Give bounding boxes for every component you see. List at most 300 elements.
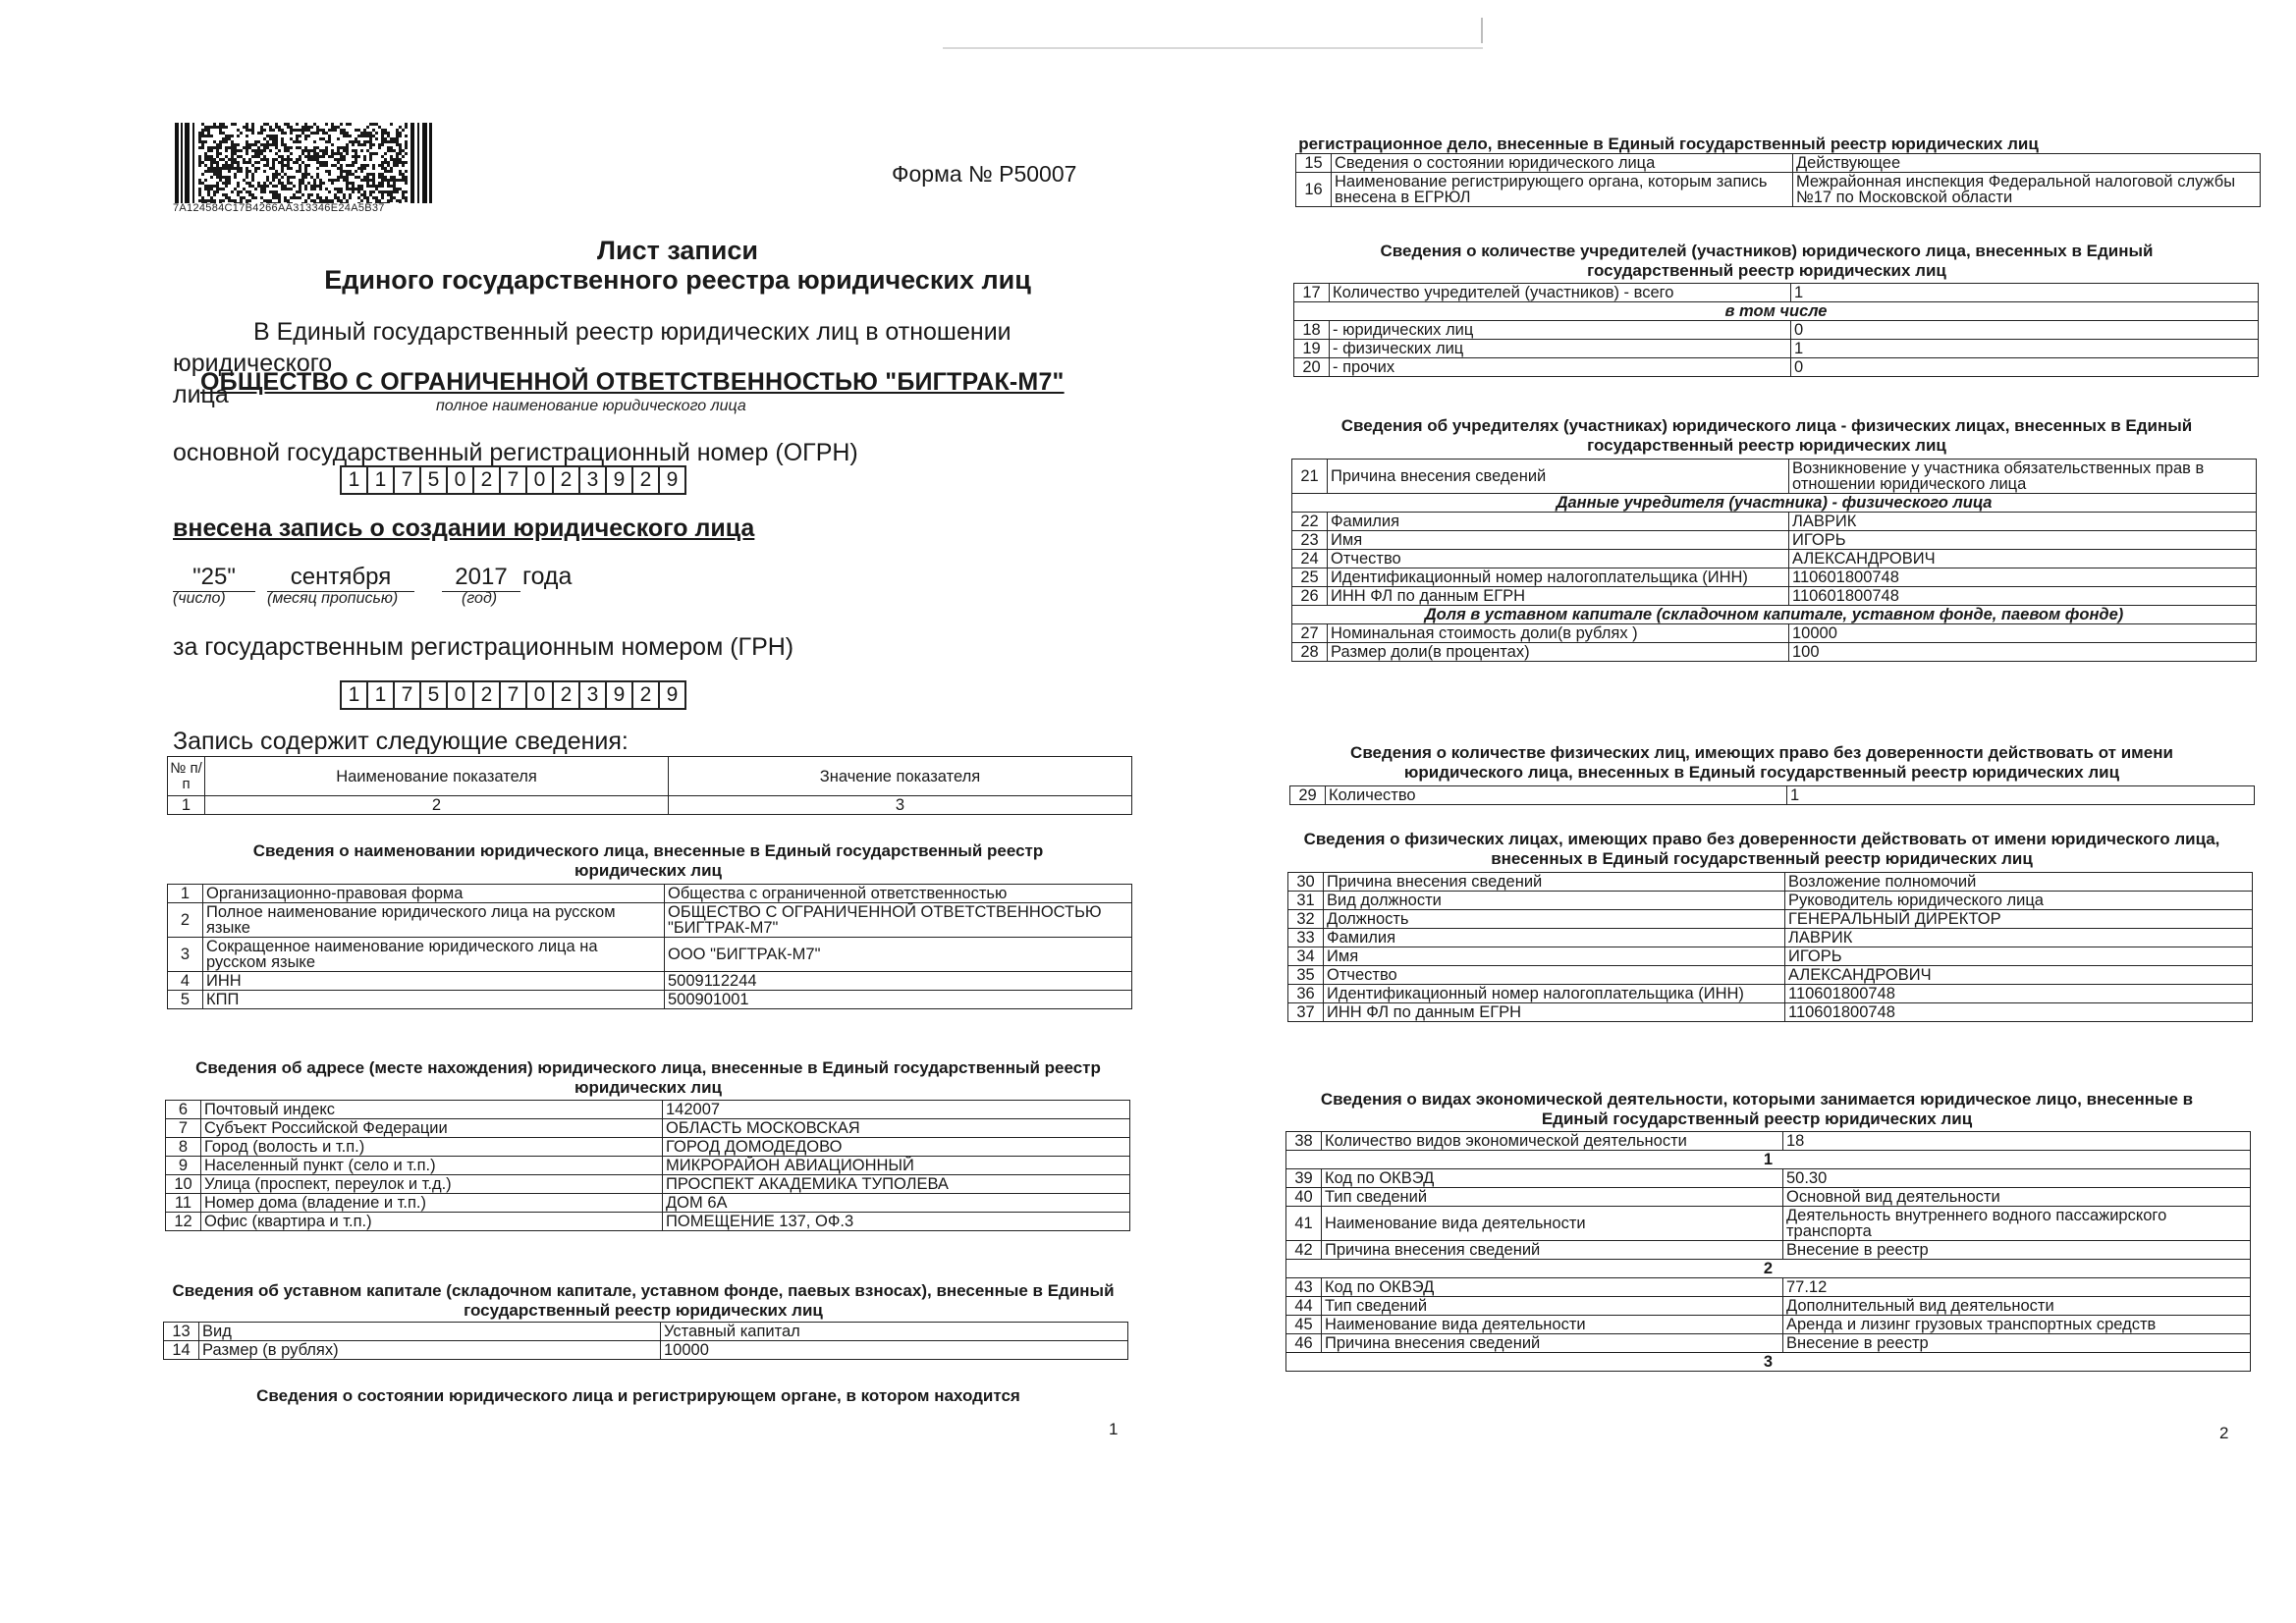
barcode-module — [310, 158, 313, 161]
barcode-module — [246, 126, 248, 129]
row-number: 10 — [166, 1175, 201, 1194]
barcode-module — [198, 146, 201, 149]
barcode-module — [257, 182, 260, 185]
row-value: ОБЩЕСТВО С ОГРАНИЧЕННОЙ ОТВЕТСТВЕННОСТЬЮ "БИГТРАК-М7" — [665, 903, 1132, 938]
barcode-module — [402, 149, 405, 152]
barcode-module — [340, 123, 343, 126]
barcode-module — [393, 179, 396, 182]
barcode-module — [281, 137, 284, 140]
barcode-module — [366, 176, 369, 179]
barcode-module — [201, 129, 204, 132]
barcode-module — [307, 129, 310, 132]
barcode-module — [369, 135, 372, 137]
barcode-guard-bar — [181, 123, 183, 203]
barcode-module — [375, 188, 378, 190]
barcode-module — [349, 135, 352, 137]
barcode-module — [204, 152, 207, 155]
barcode-module — [352, 185, 355, 188]
barcode-module — [204, 129, 207, 132]
barcode-module — [272, 143, 275, 146]
barcode-module — [357, 143, 360, 146]
barcode-module — [287, 155, 290, 158]
barcode-module — [307, 164, 310, 167]
barcode-module — [331, 179, 334, 182]
digit-cell: 9 — [666, 468, 679, 491]
barcode-module — [222, 164, 225, 167]
barcode-module — [340, 170, 343, 173]
group-row — [1286, 1260, 2251, 1278]
barcode-module — [346, 146, 349, 149]
barcode-module — [237, 143, 240, 146]
barcode-module — [296, 129, 299, 132]
barcode-module — [346, 176, 349, 179]
date-day: "25" — [173, 564, 255, 592]
row-label: Сведения о состоянии юридического лица — [1332, 154, 1793, 173]
barcode-module — [396, 188, 399, 190]
barcode-module — [210, 135, 213, 137]
digit-cell: 0 — [448, 682, 474, 708]
barcode-module — [272, 164, 275, 167]
barcode-module — [340, 176, 343, 179]
barcode-module — [240, 149, 243, 152]
barcode-module — [296, 170, 299, 173]
barcode-module — [228, 182, 231, 185]
barcode-module — [269, 167, 272, 170]
digit-cell: 0 — [527, 467, 554, 493]
barcode-module — [384, 167, 387, 170]
barcode-module — [319, 155, 322, 158]
barcode-module — [316, 185, 319, 188]
row-label: Количество видов экономической деятельности — [1322, 1132, 1783, 1151]
barcode-module — [216, 176, 219, 179]
row-label: Идентификационный номер налогоплательщика (ИНН) — [1328, 568, 1789, 587]
barcode-module — [251, 196, 254, 199]
group-row-cell: 3 — [1286, 1353, 2251, 1372]
barcode-module — [349, 188, 352, 190]
barcode-module — [399, 143, 402, 146]
barcode-module — [307, 126, 310, 129]
barcode-module — [254, 140, 257, 143]
barcode-module — [266, 176, 269, 179]
barcode-module — [334, 129, 337, 132]
barcode-module — [357, 185, 360, 188]
barcode-module — [254, 188, 257, 190]
barcode-module — [313, 146, 316, 149]
barcode-module — [396, 199, 399, 202]
barcode-module — [310, 149, 313, 152]
barcode-module — [213, 185, 216, 188]
barcode-module — [204, 179, 207, 182]
barcode-module — [287, 146, 290, 149]
barcode-module — [387, 132, 390, 135]
barcode-module — [251, 143, 254, 146]
barcode-module — [281, 182, 284, 185]
barcode-module — [207, 132, 210, 135]
barcode-module — [207, 185, 210, 188]
table-row — [166, 1157, 1130, 1175]
barcode-module — [340, 146, 343, 149]
barcode-module — [246, 149, 248, 152]
barcode-module — [369, 137, 372, 140]
barcode-module — [278, 182, 281, 185]
barcode-module — [272, 185, 275, 188]
row-value: 110601800748 — [1785, 1003, 2253, 1022]
row-value: ОБЛАСТЬ МОСКОВСКАЯ — [663, 1119, 1130, 1138]
barcode-guard-bar — [175, 123, 179, 203]
barcode-module — [216, 190, 219, 193]
barcode-module — [201, 146, 204, 149]
barcode-module — [254, 149, 257, 152]
barcode-module — [384, 176, 387, 179]
row-value: ГОРОД ДОМОДЕДОВО — [663, 1138, 1130, 1157]
barcode-module — [293, 140, 296, 143]
barcode-module — [405, 182, 408, 185]
row-label: Номер дома (владение и т.п.) — [201, 1194, 663, 1213]
barcode-module — [251, 173, 254, 176]
barcode-module — [396, 164, 399, 167]
group-row — [1286, 1151, 2251, 1169]
barcode-module — [325, 170, 328, 173]
barcode-module — [263, 190, 266, 193]
row-label: ИНН — [203, 972, 665, 991]
barcode-module — [269, 182, 272, 185]
barcode-module — [213, 170, 216, 173]
barcode-module — [396, 140, 399, 143]
barcode-module — [204, 155, 207, 158]
subgroup-row-cell: Данные учредителя (участника) - физического лица — [1292, 494, 2257, 513]
barcode-module — [201, 123, 204, 126]
barcode-module — [281, 155, 284, 158]
barcode-module — [399, 135, 402, 137]
barcode-module — [201, 173, 204, 176]
barcode-module — [204, 170, 207, 173]
barcode-module — [260, 149, 263, 152]
barcode-module — [296, 158, 299, 161]
barcode-module — [281, 164, 284, 167]
section-activities-heading: Сведения о видах экономической деятельности, которыми занимается юридическое лицо, внесенные в Единый государственный реестр юридических лиц — [1320, 1090, 2194, 1128]
barcode-module — [346, 179, 349, 182]
barcode-module — [257, 132, 260, 135]
barcode-module — [402, 190, 405, 193]
barcode-module — [207, 167, 210, 170]
barcode-module — [307, 135, 310, 137]
barcode-module — [234, 123, 237, 126]
barcode-module — [387, 161, 390, 164]
barcode-module — [222, 126, 225, 129]
barcode-module — [352, 164, 355, 167]
barcode-module — [266, 143, 269, 146]
row-value: ПОМЕЩЕНИЕ 137, ОФ.3 — [663, 1213, 1130, 1231]
barcode-module — [225, 193, 228, 196]
digit-cell: 2 — [554, 682, 580, 708]
barcode-module — [384, 152, 387, 155]
barcode-module — [349, 170, 352, 173]
barcode-module — [198, 193, 201, 196]
row-value: 18 — [1783, 1132, 2251, 1151]
barcode-module — [396, 129, 399, 132]
barcode-module — [234, 188, 237, 190]
barcode-module — [396, 132, 399, 135]
table-row — [1292, 513, 2257, 531]
barcode-module — [198, 161, 201, 164]
barcode-module — [307, 173, 310, 176]
barcode-module — [198, 132, 201, 135]
table-row — [1288, 947, 2253, 966]
barcode-module — [269, 149, 272, 152]
barcode-module — [219, 140, 222, 143]
barcode-module — [281, 132, 284, 135]
barcode-module — [405, 123, 408, 126]
barcode-module — [390, 146, 393, 149]
barcode-module — [237, 170, 240, 173]
barcode-module — [278, 196, 281, 199]
barcode-module — [269, 190, 272, 193]
barcode-module — [243, 179, 246, 182]
barcode-module — [307, 152, 310, 155]
barcode-module — [381, 161, 384, 164]
barcode-module — [387, 182, 390, 185]
barcode-module — [346, 170, 349, 173]
barcode-module — [349, 196, 352, 199]
barcode-module — [304, 135, 307, 137]
barcode-module — [272, 135, 275, 137]
barcode-module — [393, 188, 396, 190]
barcode-module — [369, 152, 372, 155]
barcode-module — [263, 170, 266, 173]
barcode-module — [301, 173, 304, 176]
barcode-module — [281, 185, 284, 188]
barcode-module — [340, 164, 343, 167]
barcode-module — [251, 126, 254, 129]
barcode-module — [325, 146, 328, 149]
row-value: 110601800748 — [1789, 568, 2257, 587]
row-value: ЛАВРИК — [1789, 513, 2257, 531]
barcode-module — [275, 152, 278, 155]
row-label: Наименование вида деятельности — [1322, 1316, 1783, 1334]
barcode-module — [384, 161, 387, 164]
barcode-module — [355, 140, 357, 143]
barcode-module — [393, 196, 396, 199]
barcode-module — [198, 140, 201, 143]
row-value: Общества с ограниченной ответственностью — [665, 885, 1132, 903]
barcode-module — [387, 193, 390, 196]
row-label: Отчество — [1328, 550, 1789, 568]
barcode-module — [346, 149, 349, 152]
row-label: Организационно-правовая форма — [203, 885, 665, 903]
row-number: 28 — [1292, 643, 1328, 662]
barcode-module — [254, 152, 257, 155]
barcode-module — [363, 140, 366, 143]
barcode-module — [251, 193, 254, 196]
row-value: Межрайонная инспекция Федеральной налоговой службы №17 по Московской области — [1793, 173, 2261, 207]
row-label: Причина внесения сведений — [1328, 460, 1789, 494]
barcode-module — [301, 179, 304, 182]
row-value: 77.12 — [1783, 1278, 2251, 1297]
barcode-module — [381, 190, 384, 193]
barcode-module — [334, 188, 337, 190]
table-row — [1286, 1241, 2251, 1260]
barcode-module — [390, 123, 393, 126]
barcode-module — [352, 173, 355, 176]
barcode-module — [328, 179, 331, 182]
subgroup-row-cell: Доля в уставном капитале (складочном капитале, уставном фонде, паевом фонде) — [1292, 606, 2257, 624]
barcode-module — [251, 123, 254, 126]
barcode-module — [369, 146, 372, 149]
barcode-module — [266, 158, 269, 161]
row-value: Деятельность внутреннего водного пассажирского транспорта — [1783, 1207, 2251, 1241]
barcode-module — [322, 149, 325, 152]
barcode-module — [369, 190, 372, 193]
barcode-module — [378, 190, 381, 193]
barcode-module — [263, 143, 266, 146]
row-label: ИНН ФЛ по данным ЕГРН — [1328, 587, 1789, 606]
barcode-module — [296, 137, 299, 140]
barcode-module — [352, 161, 355, 164]
barcode-module — [340, 188, 343, 190]
barcode-module — [293, 176, 296, 179]
barcode-module — [360, 193, 363, 196]
barcode-module — [405, 126, 408, 129]
barcode-module — [304, 176, 307, 179]
org-full-name: ОБЩЕСТВО С ОГРАНИЧЕННОЙ ОТВЕТСТВЕННОСТЬЮ "БИГТРАК-М7" — [200, 368, 1065, 396]
barcode-module — [387, 190, 390, 193]
barcode-module — [301, 152, 304, 155]
barcode-module — [266, 161, 269, 164]
barcode-module — [337, 152, 340, 155]
row-number: 29 — [1290, 786, 1326, 805]
barcode-module — [287, 158, 290, 161]
barcode-module — [275, 190, 278, 193]
barcode-module — [284, 158, 287, 161]
barcode-module — [296, 123, 299, 126]
barcode-module — [213, 146, 216, 149]
barcode-module — [248, 182, 251, 185]
barcode-module — [243, 188, 246, 190]
barcode-module — [360, 179, 363, 182]
barcode-module — [334, 164, 337, 167]
barcode-module — [272, 176, 275, 179]
row-label: Улица (проспект, переулок и т.д.) — [201, 1175, 663, 1194]
barcode-module — [313, 149, 316, 152]
founders-count-table — [1293, 283, 2259, 377]
barcode-module — [266, 146, 269, 149]
barcode-module — [393, 185, 396, 188]
barcode-module — [393, 161, 396, 164]
barcode-module — [381, 143, 384, 146]
table-row — [1292, 643, 2257, 662]
barcode-module — [272, 190, 275, 193]
row-number: 46 — [1286, 1334, 1322, 1353]
barcode-module — [290, 188, 293, 190]
barcode-module — [201, 161, 204, 164]
barcode-module — [278, 161, 281, 164]
barcode-module — [375, 196, 378, 199]
digit-cell: 3 — [580, 467, 607, 493]
group-row — [1286, 1353, 2251, 1372]
barcode-module — [313, 179, 316, 182]
barcode-module — [304, 164, 307, 167]
barcode-module — [266, 135, 269, 137]
row-value: ИГОРЬ — [1789, 531, 2257, 550]
barcode-module — [198, 135, 201, 137]
barcode-module — [328, 155, 331, 158]
page-subtitle: Единого государственного реестра юридических лиц — [324, 265, 1031, 295]
barcode-module — [396, 135, 399, 137]
digit-cell: 5 — [421, 467, 448, 493]
barcode-module — [340, 129, 343, 132]
barcode-module — [251, 132, 254, 135]
barcode-module — [299, 179, 301, 182]
barcode-module — [343, 155, 346, 158]
barcode-module — [275, 143, 278, 146]
barcode-module — [272, 179, 275, 182]
row-value: ДОМ 6А — [663, 1194, 1130, 1213]
barcode-module — [260, 196, 263, 199]
barcode-module — [355, 170, 357, 173]
barcode-module — [372, 143, 375, 146]
barcode-module — [399, 170, 402, 173]
barcode-module — [384, 190, 387, 193]
barcode-module — [299, 146, 301, 149]
barcode-module — [387, 135, 390, 137]
barcode-module — [378, 164, 381, 167]
barcode-module — [322, 132, 325, 135]
barcode-module — [225, 179, 228, 182]
barcode-module — [207, 170, 210, 173]
barcode-module — [310, 132, 313, 135]
barcode-module — [372, 164, 375, 167]
barcode-module — [299, 158, 301, 161]
barcode-module — [207, 190, 210, 193]
barcode-module — [399, 173, 402, 176]
barcode-module — [405, 196, 408, 199]
barcode-module — [381, 132, 384, 135]
barcode-module — [402, 176, 405, 179]
barcode-module — [287, 123, 290, 126]
barcode-module — [384, 129, 387, 132]
row-value: 1 — [1791, 340, 2259, 358]
barcode-module — [299, 185, 301, 188]
table-row — [1288, 966, 2253, 985]
barcode-module — [346, 164, 349, 167]
barcode-module — [272, 129, 275, 132]
barcode-module — [375, 152, 378, 155]
barcode-module — [237, 161, 240, 164]
barcode-module — [343, 179, 346, 182]
row-number: 22 — [1292, 513, 1328, 531]
intro-line-1: В Единый государственный реестр юридических лиц в отношении юридического — [173, 318, 1011, 377]
row-label: Полное наименование юридического лица на русском языке — [203, 903, 665, 938]
barcode-module — [402, 173, 405, 176]
barcode-module — [287, 126, 290, 129]
barcode-module — [346, 152, 349, 155]
barcode-module — [240, 167, 243, 170]
barcode-module — [207, 158, 210, 161]
table-row — [1286, 1278, 2251, 1297]
barcode-module — [216, 146, 219, 149]
barcode-module — [301, 126, 304, 129]
barcode-module — [219, 143, 222, 146]
barcode-module — [334, 196, 337, 199]
barcode-module — [210, 126, 213, 129]
date-year-caption: (год) — [462, 590, 498, 607]
barcode-module — [340, 190, 343, 193]
table-row — [168, 938, 1132, 972]
barcode-module — [325, 132, 328, 135]
barcode-module — [328, 135, 331, 137]
barcode-module — [372, 176, 375, 179]
barcode-module — [384, 140, 387, 143]
